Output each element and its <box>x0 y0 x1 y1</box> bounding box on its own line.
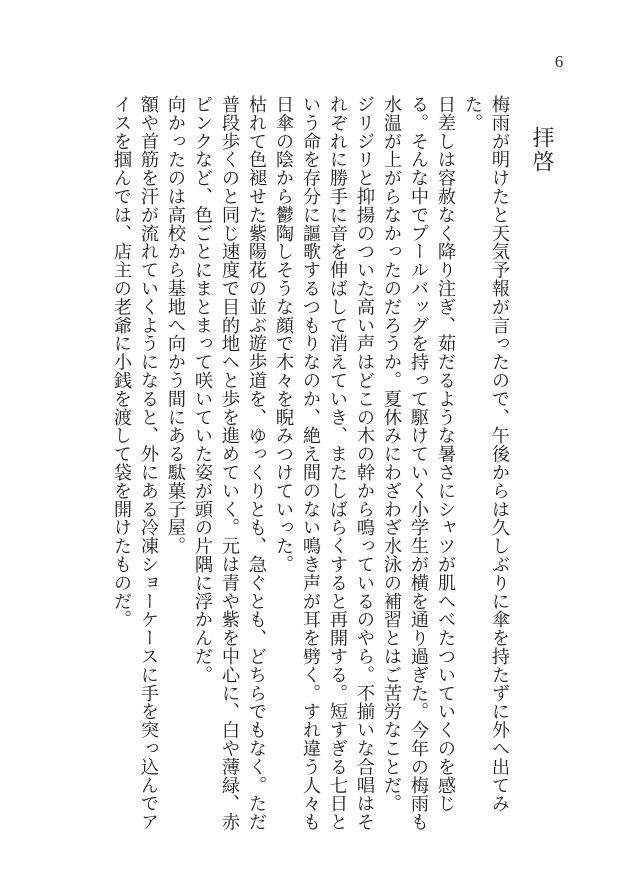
paragraph: 枯れて色褪せた紫陽花の並ぶ遊歩道を、ゆっくりとも、急ぐとも、どちらでもなく。ただ普段歩くのと同じ速度で目的地へと歩を進めていく。元は青や紫を中心に、白や薄緑、赤ピンクなど、色ごとにまとまって咲いていた姿が頭の片隅に浮かんだ。 <box>192 95 267 831</box>
page-number: 6 <box>554 52 564 71</box>
paragraph: 日差しは容赦なく降り注ぎ、茹だるような暑さにシャツが肌へべたついていくのを感じる。そんな中でプールバッグを持って駆けていく小学生が横を通り過ぎた。今年の梅雨も水温が上がらなかったのだろうか。夏休みにわざわざ水泳の補習とはご苦労なことだ。 <box>381 95 456 831</box>
body-text <box>93 95 513 835</box>
paragraph: 額や首筋を汗が流れていくようになると、外にある冷凍ショーケースに手を突っ込んでアイスを掴んでは、店主の老爺に小銭を渡して袋を開けたものだ。 <box>111 95 159 831</box>
page-title: 拝啓 <box>529 126 554 174</box>
paragraph: 梅雨が明けたと天気予報が言ったので、午後からは久しぶりに傘を持たずに外へ出てみた。 <box>462 95 510 813</box>
paragraph: 向かったのは高校から基地へ向かう間にある駄菓子屋。 <box>165 95 186 555</box>
paragraph: ジリジリと抑揚のついた高い声はどこの木の幹から鳴っているのやら。不揃いな合唱はそれぞれに勝手に音を伸ばして消えていき、またしばらくすると再開する。短すぎる七日という命を存分に謳歌するつもりなのか、絶え間のない鳴き声が耳を劈く。すれ違う人々も日傘の陰から鬱陶しそうな顔で木々を睨みつけていった。 <box>273 95 375 831</box>
